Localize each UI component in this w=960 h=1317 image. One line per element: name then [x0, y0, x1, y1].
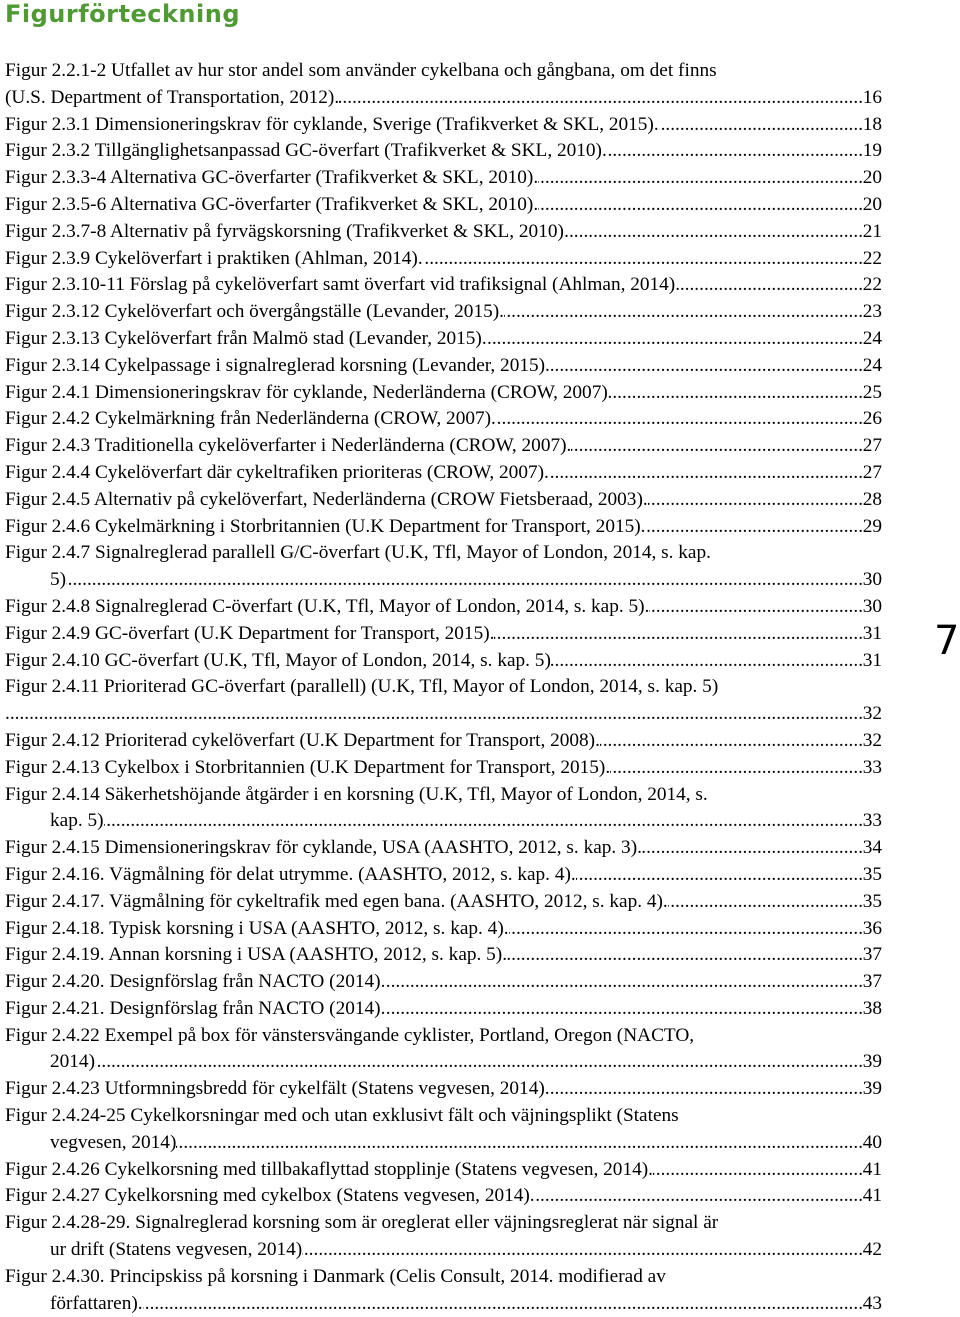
- toc-page-number: 39: [862, 1049, 882, 1076]
- toc-page-number: 33: [862, 808, 882, 835]
- toc-page-number: 18: [862, 112, 882, 139]
- toc-entry[interactable]: [5, 58, 882, 112]
- toc-page-number: 34: [862, 835, 882, 862]
- toc-entry[interactable]: [5, 648, 882, 675]
- toc-entry[interactable]: [5, 1210, 882, 1264]
- toc-entry-text: Figur 2.4.17. Vägmålning för cykeltrafik med egen bana. (AASHTO, 2012, s. kap. 4).: [5, 890, 668, 912]
- toc-page-number: 43: [862, 1291, 882, 1317]
- toc-page-number: 25: [862, 380, 882, 407]
- toc-entry-text: Figur 2.4.12 Prioriterad cykelöverfart (U.K Department for Transport, 2008).: [5, 729, 600, 751]
- toc-entry[interactable]: [5, 406, 882, 433]
- toc-entry-text: Figur 2.4.9 GC-överfart (U.K Department for Transport, 2015).: [5, 622, 495, 644]
- toc-page-number: 37: [862, 969, 882, 996]
- toc-page-number: 35: [862, 889, 882, 916]
- toc-page-number: 42: [862, 1237, 882, 1264]
- toc-entry[interactable]: [5, 299, 882, 326]
- toc-entry-text: Figur 2.3.9 Cykelöverfart i praktiken (Ahlman, 2014).: [5, 247, 423, 269]
- toc-entry[interactable]: [5, 594, 882, 621]
- toc-entry[interactable]: [5, 996, 882, 1023]
- toc-entry-text: Figur 2.4.13 Cykelbox i Storbritannien (U.K Department for Transport, 2015).: [5, 756, 611, 778]
- toc-page-number: 40: [862, 1130, 882, 1157]
- toc-entry-text: Figur 2.4.14 Säkerhetshöjande åtgärder i en korsning (U.K, Tfl, Mayor of London, 2014, s.: [5, 783, 708, 805]
- toc-entry-text: Figur 2.2.1-2 Utfallet av hur stor andel som använder cykelbana och gångbana, om det finns: [5, 60, 717, 81]
- toc-entry[interactable]: [5, 862, 882, 889]
- toc-entry[interactable]: [5, 219, 882, 246]
- toc-entry[interactable]: [5, 674, 882, 728]
- toc-entry-text: Figur 2.4.18. Typisk korsning i USA (AASHTO, 2012, s. kap. 4).: [5, 917, 509, 939]
- toc-entry[interactable]: [5, 272, 882, 299]
- toc-entry[interactable]: [5, 755, 882, 782]
- toc-entry[interactable]: [5, 782, 882, 836]
- toc-page-number: 27: [862, 433, 882, 460]
- toc-entry-text: Figur 2.4.26 Cykelkorsning med tillbakaflyttad stopplinje (Statens vegvesen, 2014).: [5, 1158, 653, 1180]
- toc-entry[interactable]: [5, 1264, 882, 1317]
- toc-entry-text: Figur 2.4.5 Alternativ på cykelöverfart, Nederländerna (CROW Fietsberaad, 2003).: [5, 488, 648, 510]
- toc-entry-text: Figur 2.3.1 Dimensioneringskrav för cyklande, Sverige (Trafikverket & SKL, 2015).: [5, 113, 659, 135]
- toc-entry[interactable]: [5, 165, 882, 192]
- toc-page-number: 31: [862, 621, 882, 648]
- toc-entry-text: Figur 2.3.13 Cykelöverfart från Malmö stad (Levander, 2015).: [5, 327, 487, 349]
- toc-entry-text: Figur 2.3.5-6 Alternativa GC-överfarter (Trafikverket & SKL, 2010).: [5, 193, 539, 215]
- toc-page-number: 38: [862, 996, 882, 1023]
- toc-entry[interactable]: [5, 192, 882, 219]
- toc-entry-text: kap. 5): [5, 810, 104, 831]
- toc-entry-text: Figur 2.4.21. Designförslag från NACTO (2014).: [5, 997, 386, 1019]
- toc-page-number: 16: [862, 85, 882, 112]
- toc-page-number: 29: [862, 514, 882, 541]
- toc-entry-text: Figur 2.4.30. Principskiss på korsning i Danmark (Celis Consult, 2014. modifierad av: [5, 1265, 666, 1287]
- toc-entry-text: Figur 2.4.15 Dimensioneringskrav för cyklande, USA (AASHTO, 2012, s. kap. 3).: [5, 837, 642, 859]
- toc-page-number: 22: [862, 272, 882, 299]
- toc-entry-text: Figur 2.4.11 Prioriterad GC-överfart (parallell) (U.K, Tfl, Mayor of London, 2014, s. kap. 5): [5, 676, 719, 698]
- toc-entry[interactable]: [5, 1076, 882, 1103]
- toc-page-number: 23: [862, 299, 882, 326]
- toc-page-number: 32: [862, 728, 882, 755]
- toc-entry-text: Figur 2.4.10 GC-överfart (U.K, Tfl, Mayor of London, 2014, s. kap. 5): [5, 649, 551, 671]
- toc-page-number: 39: [862, 1076, 882, 1103]
- toc-page-number: 22: [862, 246, 882, 273]
- toc-leader-dots: [5, 808, 882, 835]
- toc-entry-text: författaren).: [5, 1293, 143, 1314]
- toc-page-number: 26: [862, 406, 882, 433]
- toc-entry[interactable]: [5, 138, 882, 165]
- toc-page-number: 32: [862, 701, 882, 728]
- toc-entry-text: Figur 2.4.3 Traditionella cykelöverfarter i Nederländerna (CROW, 2007).: [5, 435, 572, 457]
- toc-entry-text: Figur 2.3.14 Cykelpassage i signalreglerad korsning (Levander, 2015).: [5, 354, 550, 376]
- toc-entry-text: ur drift (Statens vegvesen, 2014): [5, 1239, 302, 1260]
- toc-entry[interactable]: [5, 969, 882, 996]
- toc-entry-text: Figur 2.4.6 Cykelmärkning i Storbritannien (U.K Department for Transport, 2015).: [5, 515, 646, 537]
- toc-entry-text: (U.S. Department of Transportation, 2012).: [5, 86, 340, 108]
- toc-entry-text: Figur 2.4.20. Designförslag från NACTO (2014).: [5, 971, 386, 993]
- toc-page-number: 31: [862, 648, 882, 675]
- toc-page-number: 41: [862, 1157, 882, 1184]
- toc-page-number: 21: [862, 219, 882, 246]
- toc-entry[interactable]: [5, 433, 882, 460]
- toc-entry-text: vegvesen, 2014): [5, 1132, 176, 1153]
- toc-page-number: 24: [862, 353, 882, 380]
- toc-entry-text: Figur 2.4.19. Annan korsning i USA (AASHTO, 2012, s. kap. 5).: [5, 944, 508, 966]
- toc-entry[interactable]: [5, 1103, 882, 1157]
- toc-entry-text: Figur 2.4.2 Cykelmärkning från Nederländerna (CROW, 2007).: [5, 408, 496, 430]
- toc-entry[interactable]: [5, 916, 882, 943]
- page-number: 7: [934, 618, 960, 664]
- page-title: Figurförteckning: [5, 0, 241, 28]
- toc-entry-text: Figur 2.4.23 Utformningsbredd för cykelfält (Statens vegvesen, 2014).: [5, 1078, 550, 1100]
- toc-entry[interactable]: [5, 487, 882, 514]
- toc-entry[interactable]: [5, 353, 882, 380]
- toc-leader-dots: [5, 567, 882, 594]
- toc-page-number: 37: [862, 942, 882, 969]
- toc-entry[interactable]: [5, 728, 882, 755]
- toc-entry[interactable]: [5, 621, 882, 648]
- toc-page-number: 19: [862, 138, 882, 165]
- toc-page-number: 35: [862, 862, 882, 889]
- toc-page-number: 20: [862, 192, 882, 219]
- toc-entry[interactable]: [5, 1023, 882, 1077]
- toc-entry-text: Figur 2.4.27 Cykelkorsning med cykelbox (Statens vegvesen, 2014).: [5, 1185, 535, 1207]
- toc-entry-text: Figur 2.4.28-29. Signalreglerad korsning som är oreglerat eller väjningsreglerat när signal är: [5, 1212, 719, 1234]
- toc-page-number: 36: [862, 916, 882, 943]
- toc-entry-text: Figur 2.3.12 Cykelöverfart och övergångställe (Levander, 2015).: [5, 301, 504, 323]
- toc-entry[interactable]: [5, 380, 882, 407]
- toc-entry-text: Figur 2.4.24-25 Cykelkorsningar med och utan exklusivt fält och väjningsplikt (Statens: [5, 1105, 679, 1127]
- toc-entry-text: 2014): [5, 1051, 95, 1072]
- toc-page-number: 41: [862, 1183, 882, 1210]
- toc-entry[interactable]: [5, 889, 882, 916]
- toc-entry-text: Figur 2.4.4 Cykelöverfart där cykeltrafiken prioriteras (CROW, 2007).: [5, 461, 549, 483]
- toc-entry[interactable]: [5, 460, 882, 487]
- toc-entry-text: Figur 2.4.7 Signalreglerad parallell G/C-överfart (U.K, Tfl, Mayor of London, 2014, s. kap.: [5, 542, 711, 564]
- toc-entry[interactable]: [5, 246, 882, 273]
- toc-page-number: 24: [862, 326, 882, 353]
- toc-page-number: 30: [862, 594, 882, 621]
- toc-entry[interactable]: [5, 514, 882, 541]
- toc-entry[interactable]: [5, 835, 882, 862]
- toc-entry-text: Figur 2.4.8 Signalreglerad C-överfart (U.K, Tfl, Mayor of London, 2014, s. kap. 5).: [5, 595, 650, 617]
- toc-page-number: 33: [862, 755, 882, 782]
- toc-entry[interactable]: [5, 1183, 882, 1210]
- toc-entry-text: Figur 2.3.3-4 Alternativa GC-överfarter (Trafikverket & SKL, 2010).: [5, 167, 539, 189]
- toc-page-number: 20: [862, 165, 882, 192]
- toc-entry[interactable]: [5, 1157, 882, 1184]
- toc-entry[interactable]: [5, 112, 882, 139]
- toc-leader-dots: [5, 701, 882, 728]
- toc-page-number: 30: [862, 567, 882, 594]
- toc-page-number: 27: [862, 460, 882, 487]
- toc-entry-text: Figur 2.3.2 Tillgänglighetsanpassad GC-överfart (Trafikverket & SKL, 2010).: [5, 140, 607, 162]
- toc-entry-text: Figur 2.4.22 Exempel på box för vänstersvängande cyklister, Portland, Oregon (NACTO,: [5, 1024, 695, 1046]
- toc-entry-text: Figur 2.4.16. Vägmålning för delat utrymme. (AASHTO, 2012, s. kap. 4).: [5, 863, 576, 885]
- toc-entry[interactable]: [5, 326, 882, 353]
- toc-page-number: 28: [862, 487, 882, 514]
- toc-leader-dots: [5, 1049, 882, 1076]
- figure-list: [5, 58, 882, 1317]
- toc-entry-text: 5): [5, 569, 66, 590]
- toc-entry[interactable]: [5, 942, 882, 969]
- toc-entry-text: Figur 2.4.1 Dimensioneringskrav för cyklande, Nederländerna (CROW, 2007): [5, 381, 608, 403]
- toc-entry-text: Figur 2.3.7-8 Alternativ på fyrvägskorsning (Trafikverket & SKL, 2010): [5, 220, 564, 242]
- toc-entry[interactable]: [5, 540, 882, 594]
- toc-entry-text: Figur 2.3.10-11 Förslag på cykelöverfart samt överfart vid trafiksignal (Ahlman, 2014).: [5, 274, 681, 296]
